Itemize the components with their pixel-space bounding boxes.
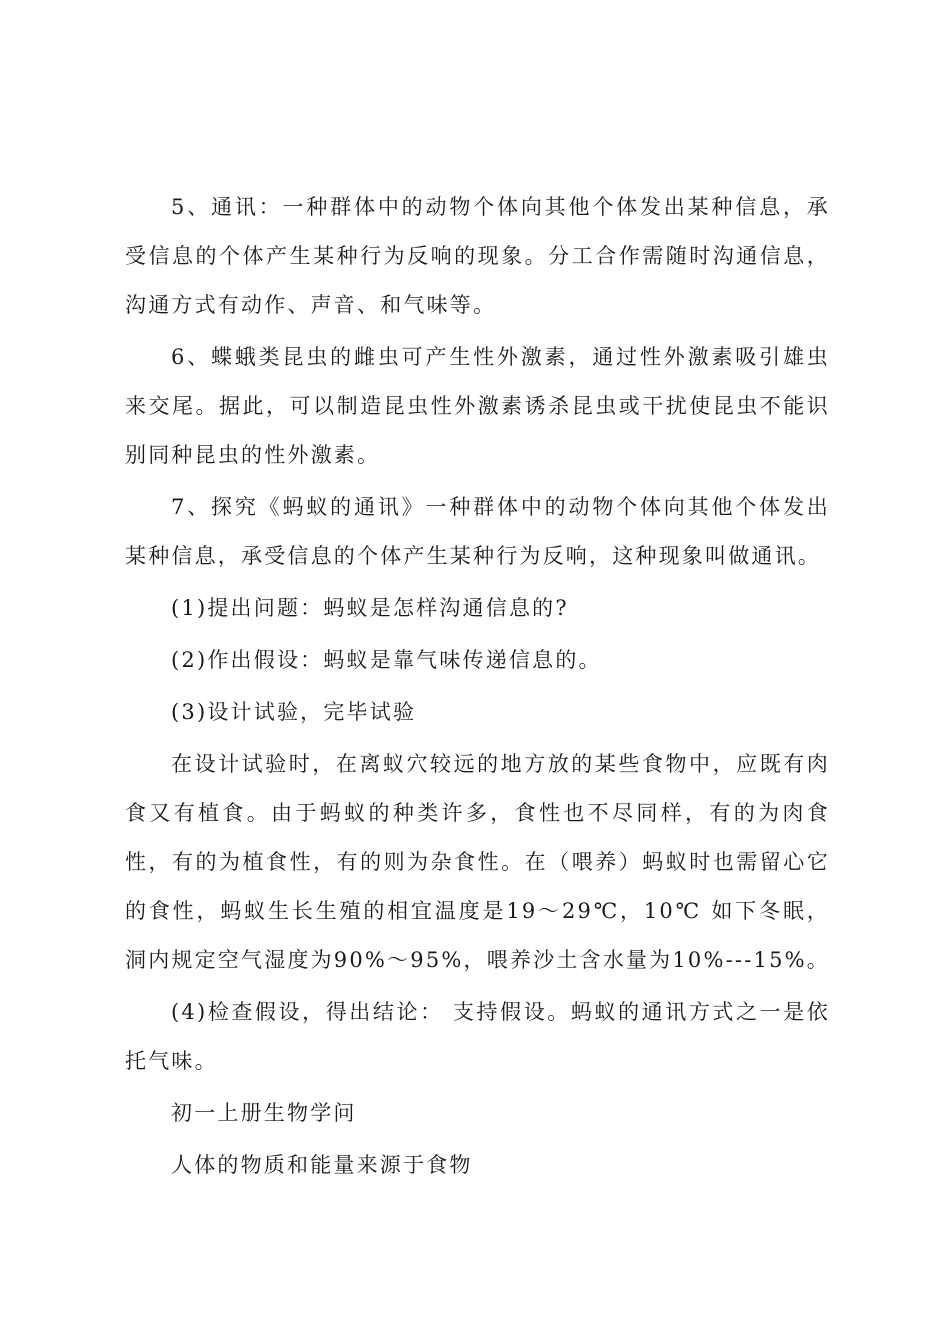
paragraph-ant-communication-inquiry: 7、探究《蚂蚁的通讯》一种群体中的动物个体向其他个体发出某种信息，承受信息的个体产生某种行为反响，这种现象叫做通讯。	[125, 495, 830, 568]
paragraph-step-3-experiment: (3)设计试验，完毕试验	[171, 700, 417, 724]
paragraph-step-4-conclusion: (4)检查假设，得出结论： 支持假设。蚂蚁的通讯方式之一是依托气味。	[125, 1000, 830, 1073]
paragraph-experiment-details: 在设计试验时，在离蚁穴较远的地方放的某些食物中，应既有肉食又有植食。由于蚂蚁的种类许多，食性也不尽同样，有的为肉食性，有的为植食性，有的则为杂食性。在（喂养）蚂蚁时也需留心它的食性，蚂蚁生长生殖的相宜温度是19～29℃，10℃ 如下冬眠，洞内规定空气湿度为90%～95%，喂养沙土含水量为10%---15%。	[125, 752, 830, 972]
paragraph-communication-definition: 5、通讯：一种群体中的动物个体向其他个体发出某种信息，承受信息的个体产生某种行为反响的现象。分工合作需随时沟通信息，沟通方式有动作、声音、和气味等。	[125, 195, 830, 317]
section-heading-grade7-biology: 初一上册生物学问	[171, 1101, 357, 1125]
paragraph-step-2-hypothesis: (2)作出假设：蚂蚁是靠气味传递信息的。	[171, 648, 602, 672]
section-subheading-food-source: 人体的物质和能量来源于食物	[171, 1153, 473, 1177]
document-body	[125, 183, 830, 1190]
paragraph-sex-pheromone: 6、蝶蛾类昆虫的雌虫可产生性外激素，通过性外激素吸引雄虫来交尾。据此，可以制造昆虫性外激素诱杀昆虫或干扰使昆虫不能识别同种昆虫的性外激素。	[125, 345, 830, 467]
paragraph-step-1-question: (1)提出问题：蚂蚁是怎样沟通信息的?	[171, 596, 569, 620]
